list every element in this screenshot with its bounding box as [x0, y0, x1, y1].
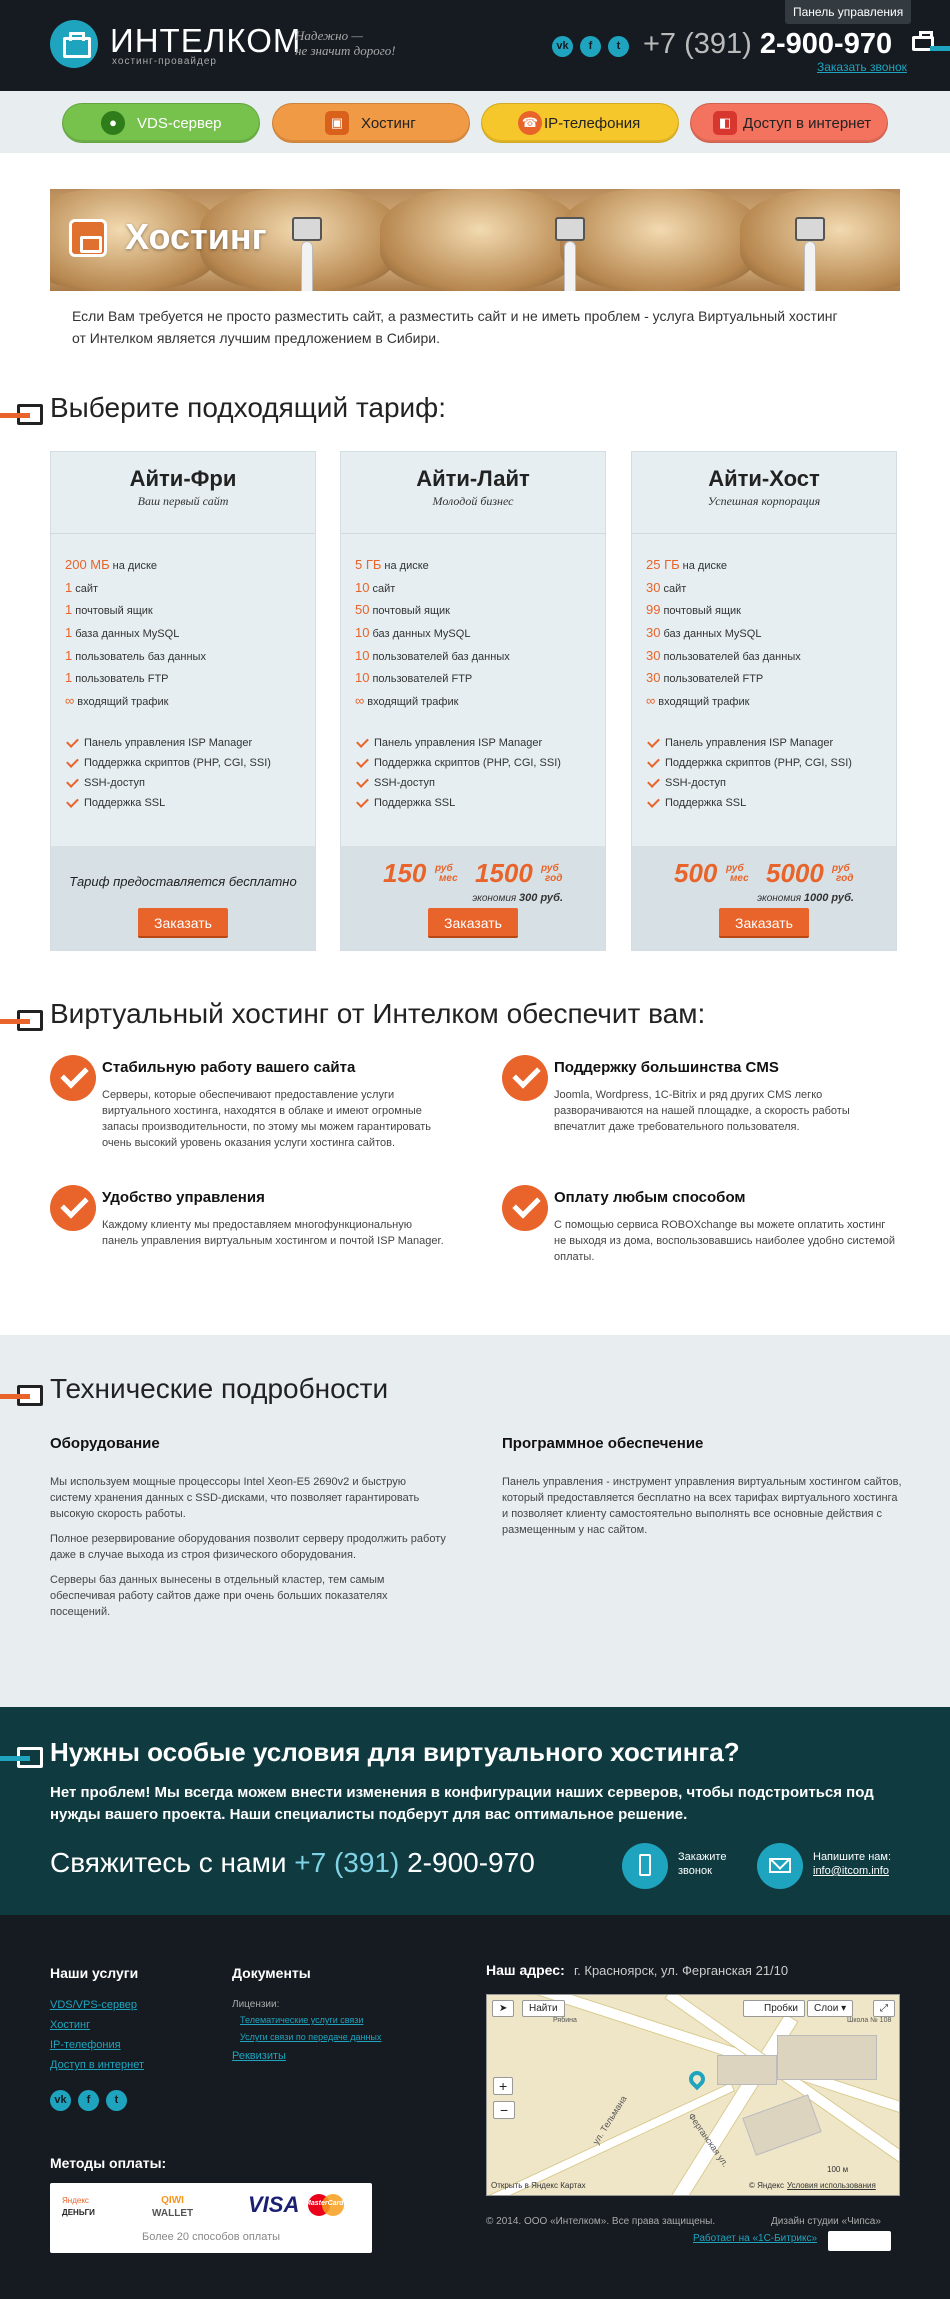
map-find-button[interactable]: Найти: [522, 2000, 565, 2017]
feature-label: на диске: [384, 560, 429, 572]
check-icon: [502, 1185, 548, 1231]
feature-value: 50: [355, 602, 370, 618]
plan-checklist: [341, 713, 605, 813]
plan-tagline: Ваш первый сайт: [137, 494, 229, 508]
benefit-title: Поддержку большинства CMS: [554, 1059, 779, 1076]
feature-label: на диске: [112, 560, 158, 572]
yandex-logo-text: Яндекс: [62, 2196, 89, 2205]
brand-name[interactable]: ИНТЕЛКОМ: [110, 22, 302, 59]
feature-value: ∞: [65, 693, 75, 709]
unit-period: год: [545, 873, 563, 884]
feature-label: почтовый ящик: [372, 605, 450, 618]
documents-title: Документы: [232, 1965, 311, 1981]
tech-heading: Технические подробности: [50, 1373, 389, 1404]
mastercard-logo-text: MasterCard: [305, 2200, 344, 2207]
map-traffic-button[interactable]: Пробки: [743, 2000, 805, 2017]
contact-label: Свяжитесь с нами: [50, 1847, 287, 1878]
feature-value: 30: [646, 670, 661, 686]
feature-label: сайт: [75, 582, 99, 595]
software-title: Программное обеспечение: [502, 1435, 704, 1452]
unit-rub: руб: [832, 863, 850, 874]
cta-text: Нет проблем! Мы всегда можем внести изменения в конфигурации наших серверов, чтобы подстроиться под нужды вашего проекта. Наши специалисты подберут для вас оптимальное решение.: [50, 1784, 874, 1823]
phone-prefix: +7 (391): [643, 28, 752, 60]
yandex-logo-text: ДЕНЬГИ: [62, 2208, 95, 2217]
nav-telephony-label: IP-телефония: [544, 114, 641, 132]
mail-icon[interactable]: [757, 1843, 803, 1889]
callback-link[interactable]: Заказать звонок: [817, 60, 907, 74]
nav-internet-label: Доступ в интернет: [743, 114, 872, 132]
visa-logo: VISA: [248, 2192, 300, 2217]
plan-feature: [65, 577, 315, 600]
cable-plug-icon: [555, 217, 585, 241]
feature-value: 30: [646, 625, 661, 641]
map-layers-button[interactable]: Слои ▾: [807, 2000, 853, 2017]
hardware-column: [50, 1435, 450, 1629]
benefit-text: Joomla, Wordpress, 1C-Bitrix и ряд других CMS легко разворачиваются на нашей площадке, а скорость работы впечатлит даже требовательного пользователя.: [554, 1089, 850, 1133]
briefcase-icon: ▣: [325, 111, 349, 135]
plan-feature: [646, 554, 896, 577]
vk-icon[interactable]: vk: [50, 2090, 71, 2111]
header-phone: [643, 28, 892, 61]
plan-feature: [65, 622, 315, 645]
cta-phone: [50, 1847, 535, 1879]
feature-label: сайт: [663, 582, 687, 595]
unit-period: год: [836, 873, 854, 884]
order-button[interactable]: Заказать: [719, 908, 809, 938]
design-credit[interactable]: Дизайн студии «Чипса»: [771, 2216, 881, 2227]
address-title: Наш адрес:: [486, 1962, 565, 1978]
check-item: SSH-доступ: [646, 773, 896, 793]
slogan-line-1: Надежно —: [295, 28, 363, 43]
callback-line-1: Закажите: [678, 1851, 727, 1863]
check-icon: [50, 1055, 96, 1101]
callback-cta[interactable]: [678, 1850, 726, 1878]
plan-feature: [646, 577, 896, 600]
hardware-text: Серверы баз данных вынесены в отдельный кластер, тем самым обеспечивая работу сайтов даже при очень больших показателях посещений.: [50, 1574, 388, 1618]
feature-label: на диске: [682, 560, 728, 572]
requisites-link[interactable]: Реквизиты: [232, 2050, 286, 2062]
nav-ip-telephony[interactable]: [481, 103, 679, 143]
unit-rub: руб: [541, 863, 559, 874]
feature-label: почтовый ящик: [75, 605, 153, 618]
unit-year: [541, 864, 562, 884]
benefit-title: Стабильную работу вашего сайта: [102, 1059, 356, 1076]
social-links: [552, 36, 629, 57]
hardware-title: Оборудование: [50, 1435, 160, 1452]
hardware-text: Полное резервирование оборудования позволит серверу продолжить работу даже в случае выхода из строя физического оборудования.: [50, 1533, 446, 1561]
unit-period: мес: [730, 873, 749, 884]
phone-number: 2-900-970: [407, 1847, 535, 1878]
nav-hosting-label: Хостинг: [361, 114, 416, 132]
briefcase-icon: [0, 1745, 44, 1767]
qiwi-logo-text: QIWI: [161, 2195, 184, 2206]
licenses-label: Лицензии:: [232, 1999, 280, 2010]
plan-checklist: [632, 713, 896, 813]
check-item: Поддержка SSL: [355, 793, 605, 813]
write-us-label: Напишите нам:: [813, 1851, 892, 1863]
economy: [757, 892, 854, 904]
benefit-text: Каждому клиенту мы предоставляем многофункциональную панель управления виртуальным хостингом и почтой ISP Manager.: [102, 1219, 444, 1247]
service-nav: [0, 91, 950, 153]
feature-value: 5 ГБ: [355, 557, 382, 572]
copyright: © 2014. ООО «Интелком». Все права защищены.: [486, 2216, 716, 2227]
router-icon: ◧: [713, 111, 737, 135]
plan-feature: [646, 690, 896, 713]
contact-section: [0, 1707, 950, 1915]
check-item: Поддержка SSL: [65, 793, 315, 813]
plan-feature: [355, 599, 605, 622]
plan-header: [632, 452, 896, 534]
brand-subtitle: хостинг-провайдер: [112, 56, 217, 67]
phone-number: 2-900-970: [759, 28, 893, 60]
map-widget[interactable]: [486, 1994, 900, 2196]
map-label: Рябина: [553, 2017, 577, 2024]
plan-tagline: Успешная корпорация: [707, 494, 821, 508]
plan-footer: [632, 846, 896, 950]
feature-value: 1: [65, 579, 73, 595]
order-button[interactable]: Заказать: [138, 908, 228, 938]
unit-rub: руб: [726, 863, 744, 874]
unit-month: [435, 864, 458, 884]
check-item: SSH-доступ: [355, 773, 605, 793]
benefit-text: С помощью сервиса ROBOXchange вы можете оплатить хостинг не выходя из дома, воспользовавшись наиболее удобно системой оплаты.: [554, 1219, 895, 1263]
feature-value: 30: [646, 579, 661, 595]
software-column: [502, 1435, 902, 1547]
plan-feature: [355, 667, 605, 690]
plan-features: [51, 534, 315, 713]
plan-name: Айти-Лайт: [416, 466, 530, 491]
apple-icon: ●: [101, 111, 125, 135]
benefit-title: Оплату любым способом: [554, 1189, 746, 1206]
plan-card: [340, 451, 606, 951]
plan-header: [51, 452, 315, 534]
cta-heading: Нужны особые условия для виртуального хостинга?: [50, 1737, 740, 1767]
feature-label: почтовый ящик: [663, 605, 741, 618]
plan-feature: [355, 645, 605, 668]
vk-icon[interactable]: vk: [552, 36, 573, 57]
map-pin-icon: [686, 2068, 709, 2091]
feature-value: 200 МБ: [65, 557, 110, 572]
services-title: Наши услуги: [50, 1965, 139, 1981]
footer-link-hosting[interactable]: Хостинг: [50, 2019, 91, 2031]
plan-feature: [65, 645, 315, 668]
briefcase-icon: [0, 1383, 44, 1405]
check-item: Поддержка скриптов (PHP, CGI, SSI): [646, 753, 896, 773]
phone-prefix: +7 (391): [294, 1847, 400, 1878]
unit-period: мес: [439, 873, 458, 884]
footer-link-vds[interactable]: VDS/VPS-сервер: [50, 1999, 138, 2011]
plan-feature: [355, 690, 605, 713]
cable-plug-icon: [292, 217, 322, 241]
unit-rub: руб: [435, 863, 453, 874]
feature-label: база данных MySQL: [75, 628, 180, 641]
feature-value: 25 ГБ: [646, 557, 680, 572]
benefit-title: Удобство управления: [102, 1189, 265, 1206]
check-item: SSH-доступ: [65, 773, 315, 793]
map-scale: 100 м: [827, 2165, 849, 2174]
feature-value: 10: [355, 625, 370, 641]
banner-title: Хостинг: [125, 216, 267, 257]
feature-label: баз данных MySQL: [372, 628, 471, 641]
plan-feature: [646, 599, 896, 622]
economy-value: 300 руб.: [519, 892, 563, 904]
map-copyright: © Яндекс: [749, 2181, 785, 2190]
feature-label: пользователей баз данных: [663, 650, 801, 663]
bitrix-badge[interactable]: [828, 2231, 891, 2251]
payment-methods: [50, 2183, 372, 2253]
unit-month: [726, 864, 749, 884]
feature-value: 10: [355, 670, 370, 686]
payment-title: Методы оплаты:: [50, 2155, 167, 2171]
control-panel-button[interactable]: Панель управления: [785, 0, 911, 24]
hardware-text: Мы используем мощные процессоры Intel Xeon-E5 2690v2 и быструю систему хранения данных с SSD-дисками, что позволяет гарантировать высокую скорость работы.: [50, 1476, 420, 1520]
feature-label: входящий трафик: [658, 696, 750, 709]
address-text: г. Красноярск, ул. Ферганская 21/10: [574, 1963, 789, 1978]
plan-feature: [646, 622, 896, 645]
benefit-text: Серверы, которые обеспечивают предоставление услуги виртуального хостинга, находятся в облаке и имеют огромные запасы производительности, по этому мы можем гарантировать очень высокий уровень оказания услуги хостинга сайтов.: [102, 1089, 431, 1149]
street-label: Ферганская ул.: [686, 2111, 731, 2169]
feature-value: 99: [646, 602, 661, 618]
briefcase-icon: [69, 219, 107, 257]
unit-year: [832, 864, 853, 884]
footer-link-internet[interactable]: Доступ в интернет: [50, 2059, 144, 2071]
email-cta: [813, 1850, 891, 1878]
bitrix-link[interactable]: Работает на «1С-Битрикс»: [693, 2233, 818, 2244]
footer-social: [50, 2090, 127, 2111]
nav-vds[interactable]: [62, 103, 260, 143]
twitter-icon[interactable]: t: [106, 2090, 127, 2111]
site-header: [0, 0, 950, 91]
nav-hosting[interactable]: [272, 103, 470, 143]
feature-label: пользователь FTP: [75, 673, 169, 686]
check-item: Поддержка скриптов (PHP, CGI, SSI): [355, 753, 605, 773]
plan-feature: [65, 667, 315, 690]
check-icon: [502, 1055, 548, 1101]
plan-feature: [65, 554, 315, 577]
feature-value: 30: [646, 647, 661, 663]
feature-label: пользователь баз данных: [75, 650, 206, 663]
logo-icon[interactable]: [50, 20, 98, 68]
plan-footer: [51, 846, 315, 950]
plan-feature: [355, 622, 605, 645]
feature-value: ∞: [646, 693, 656, 709]
facebook-icon[interactable]: f: [78, 2090, 99, 2111]
yandex-money-logo: [62, 2195, 95, 2219]
plan-feature: [65, 599, 315, 622]
feature-value: 1: [65, 670, 73, 686]
plan-feature: [646, 645, 896, 668]
mobile-phone-icon[interactable]: [622, 1843, 668, 1889]
check-item: Поддержка скриптов (PHP, CGI, SSI): [65, 753, 315, 773]
check-item: Поддержка SSL: [646, 793, 896, 813]
map-open-link[interactable]: Открыть в Яндекс Картах: [491, 2181, 586, 2190]
plan-name: Айти-Фри: [129, 466, 237, 491]
feature-value: 1: [65, 625, 73, 641]
check-item: Панель управления ISP Manager: [355, 733, 605, 753]
economy: [472, 892, 563, 904]
qiwi-logo: [152, 2194, 193, 2220]
feature-value: ∞: [355, 693, 365, 709]
free-text: Тариф предоставляется бесплатно: [69, 874, 297, 889]
plan-header: [341, 452, 605, 534]
feature-label: пользователей FTP: [663, 673, 764, 686]
license-link-telematic[interactable]: Телематические услуги связи: [240, 2015, 364, 2025]
economy-label: экономия: [472, 893, 517, 904]
twitter-icon[interactable]: t: [608, 36, 629, 57]
plan-name: Айти-Хост: [708, 466, 820, 491]
accent-bar: [930, 46, 950, 51]
price-year: 5000: [766, 858, 824, 888]
plan-footer: [341, 846, 605, 950]
footer-link-telephony[interactable]: IP-телефония: [50, 2039, 121, 2051]
intro-text: Если Вам требуется не просто разместить сайт, а разместить сайт и не иметь проблем - услуга Виртуальный хостинг от Интелком является лучшим предложением в Сибири.: [72, 308, 838, 346]
feature-value: 10: [355, 579, 370, 595]
check-icon: [50, 1185, 96, 1231]
feature-value: 1: [65, 602, 73, 618]
tech-section: [0, 1335, 950, 1707]
plan-card: [50, 451, 316, 951]
plan-tagline: Молодой бизнес: [432, 494, 514, 508]
street-label: ул. Тельмана: [590, 2093, 629, 2147]
nav-internet[interactable]: [690, 103, 888, 143]
briefcase-icon: [0, 1008, 44, 1030]
check-item: Панель управления ISP Manager: [65, 733, 315, 753]
plan-feature: [646, 667, 896, 690]
economy-value: 1000 руб.: [803, 892, 854, 904]
nav-vds-label: VDS-сервер: [137, 114, 222, 132]
plan-feature: [355, 577, 605, 600]
facebook-icon[interactable]: f: [580, 36, 601, 57]
feature-value: 10: [355, 647, 370, 663]
map-label: Школа № 108: [847, 2017, 892, 2024]
payment-more: Более 20 способов оплаты: [141, 2231, 281, 2243]
slogan-line-2: не значит дорого!: [295, 43, 396, 58]
map-zoom-in-icon[interactable]: +: [493, 2077, 513, 2095]
feature-label: пользователей FTP: [372, 673, 473, 686]
feature-label: входящий трафик: [367, 696, 459, 709]
slogan: [295, 28, 435, 58]
cable-plug-icon: [795, 217, 825, 241]
callback-line-2: звонок: [678, 1865, 712, 1877]
qiwi-logo-text: WALLET: [152, 2208, 194, 2219]
feature-value: 1: [65, 647, 73, 663]
map-layers-label: Слои: [814, 2003, 839, 2014]
phone-icon: ☎: [518, 111, 542, 135]
price-month: 150: [383, 858, 427, 888]
benefits-heading: Виртуальный хостинг от Интелком обеспечит вам:: [50, 998, 706, 1029]
feature-label: входящий трафик: [77, 696, 169, 709]
check-item: Панель управления ISP Manager: [646, 733, 896, 753]
price-year: 1500: [475, 858, 533, 888]
feature-label: пользователей баз данных: [372, 650, 510, 663]
feature-label: сайт: [372, 582, 396, 595]
order-button[interactable]: Заказать: [428, 908, 518, 938]
software-text: Панель управления - инструмент управления виртуальным хостингом сайтов, который предоставляется бесплатно на всех тарифах виртуального хостинга и позволяет клиенту самостоятельно выполнять все основные действия с размещенным у нас сайтом.: [502, 1476, 902, 1536]
map-zoom-out-icon[interactable]: −: [493, 2101, 515, 2119]
email-link[interactable]: info@itcom.info: [813, 1865, 889, 1877]
plan-features: [632, 534, 896, 713]
map-arrow-icon[interactable]: ➤: [492, 2000, 514, 2017]
plan-feature: [65, 690, 315, 713]
map-fullscreen-icon[interactable]: ⤢: [873, 2000, 895, 2017]
plan-feature: [355, 554, 605, 577]
footer: [0, 1915, 950, 2299]
hosting-banner: [50, 189, 900, 291]
plan-card: [631, 451, 897, 951]
feature-label: баз данных MySQL: [663, 628, 762, 641]
price-month: 500: [674, 858, 718, 888]
map-terms-link[interactable]: Условия использования: [787, 2181, 876, 2190]
plan-checklist: [51, 713, 315, 813]
plan-features: [341, 534, 605, 713]
briefcase-icon: [0, 402, 44, 424]
economy-label: экономия: [757, 893, 802, 904]
license-link-data[interactable]: Услуги связи по передаче данных: [240, 2032, 382, 2042]
plans-heading: Выберите подходящий тариф:: [50, 392, 446, 423]
